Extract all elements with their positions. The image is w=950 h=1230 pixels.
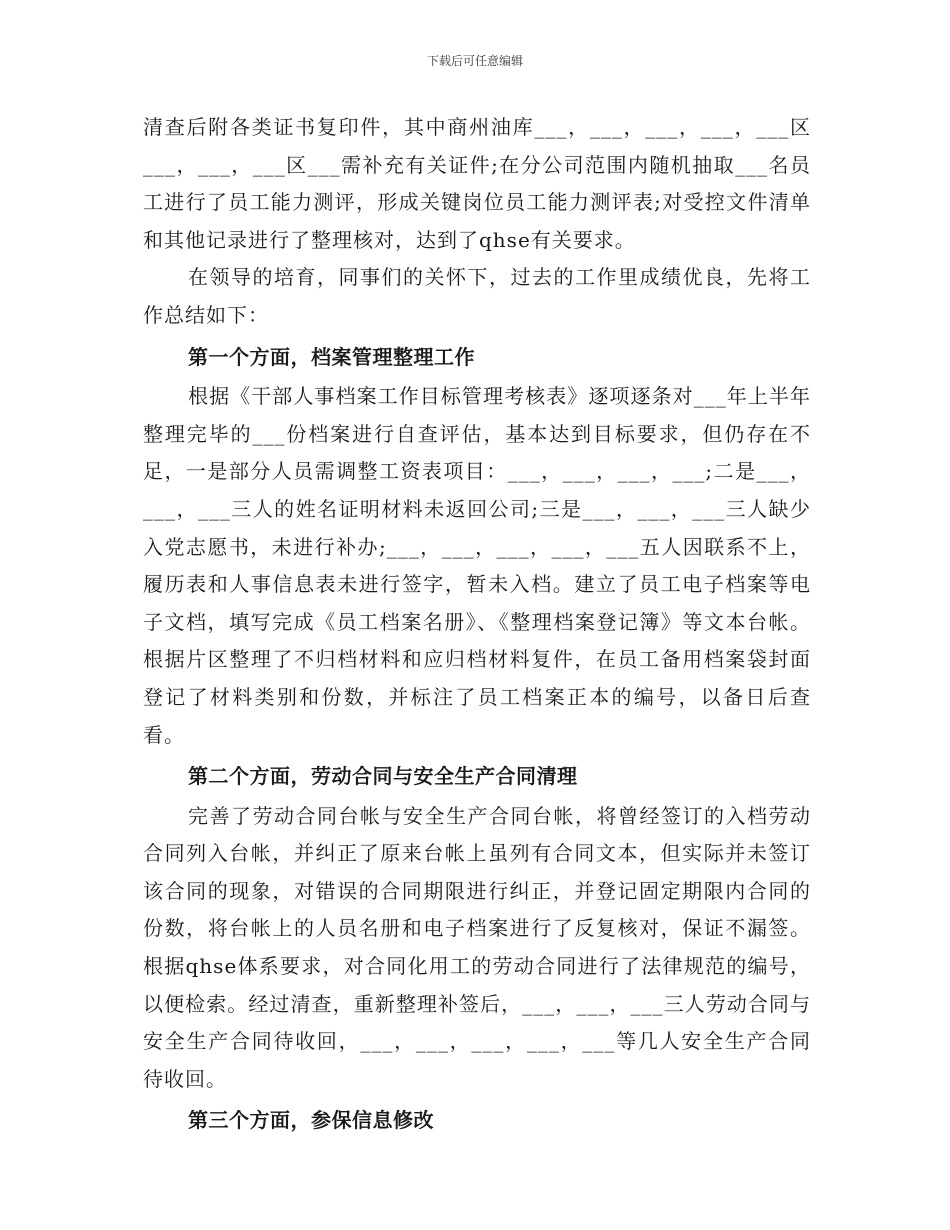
paragraph-intro: 在领导的培育，同事们的关怀下，过去的工作里成绩优良，先将工作总结如下： bbox=[143, 265, 811, 327]
paragraph-contracts: 完善了劳动合同台帐与安全生产合同台帐，将曾经签订的入档劳动合同列入台帐，并纠正了原来台帐上虽列有合同文本，但实际并未签订该合同的现象，对错误的合同期限进行纠正，并登记固定期限内合同的份数，将台帐上的人员名册和电子档案进行了反复核对，保证不漏签。根据qhse体系要求，对合同化用工的劳动合同进行了法律规范的编号，以便检索。经过清查，重新整理补签后，___，___，___三人劳动合同与安全生产合同待收回，___，___，___，___，___等几人安全生产合同待收回。 bbox=[143, 803, 811, 1091]
section-heading-3: 第三个方面，参保信息修改 bbox=[188, 1108, 434, 1133]
page-header: 下载后可任意编辑 bbox=[426, 54, 523, 68]
section-heading-1: 第一个方面，档案管理整理工作 bbox=[188, 344, 475, 369]
document-body bbox=[143, 109, 811, 1142]
section-heading-2: 第二个方面，劳动合同与安全生产合同清理 bbox=[188, 764, 578, 789]
paragraph-continued: 清查后附各类证书复印件，其中商州油库___，___，___，___，___区___，___，___区___需补充有关证件;在分公司范围内随机抽取___名员工进行了员工能力测评，形成关键岗位员工能力测评表;对受控文件清单和其他记录进行了整理核对，达到了qhse有关要求。 bbox=[143, 115, 811, 252]
paragraph-archives: 根据《干部人事档案工作目标管理考核表》逐项逐条对___年上半年整理完毕的___份档案进行自查评估，基本达到目标要求，但仍存在不足，一是部分人员需调整工资表项目：___，___，___，___;二是___，___，___三人的姓名证明材料未返回公司;三是___，___，___三人缺少入党志愿书，未进行补办;___，___，___，___，___五人因联系不上，履历表和人事信息表未进行签字，暂未入档。建立了员工电子档案等电子文档，填写完成《员工档案名册》、《整理档案登记簿》等文本台帐。根据片区整理了不归档材料和应归档材料复件，在员工备用档案袋封面登记了材料类别和份数，并标注了员工档案正本的编号，以备日后查看。 bbox=[143, 384, 811, 747]
